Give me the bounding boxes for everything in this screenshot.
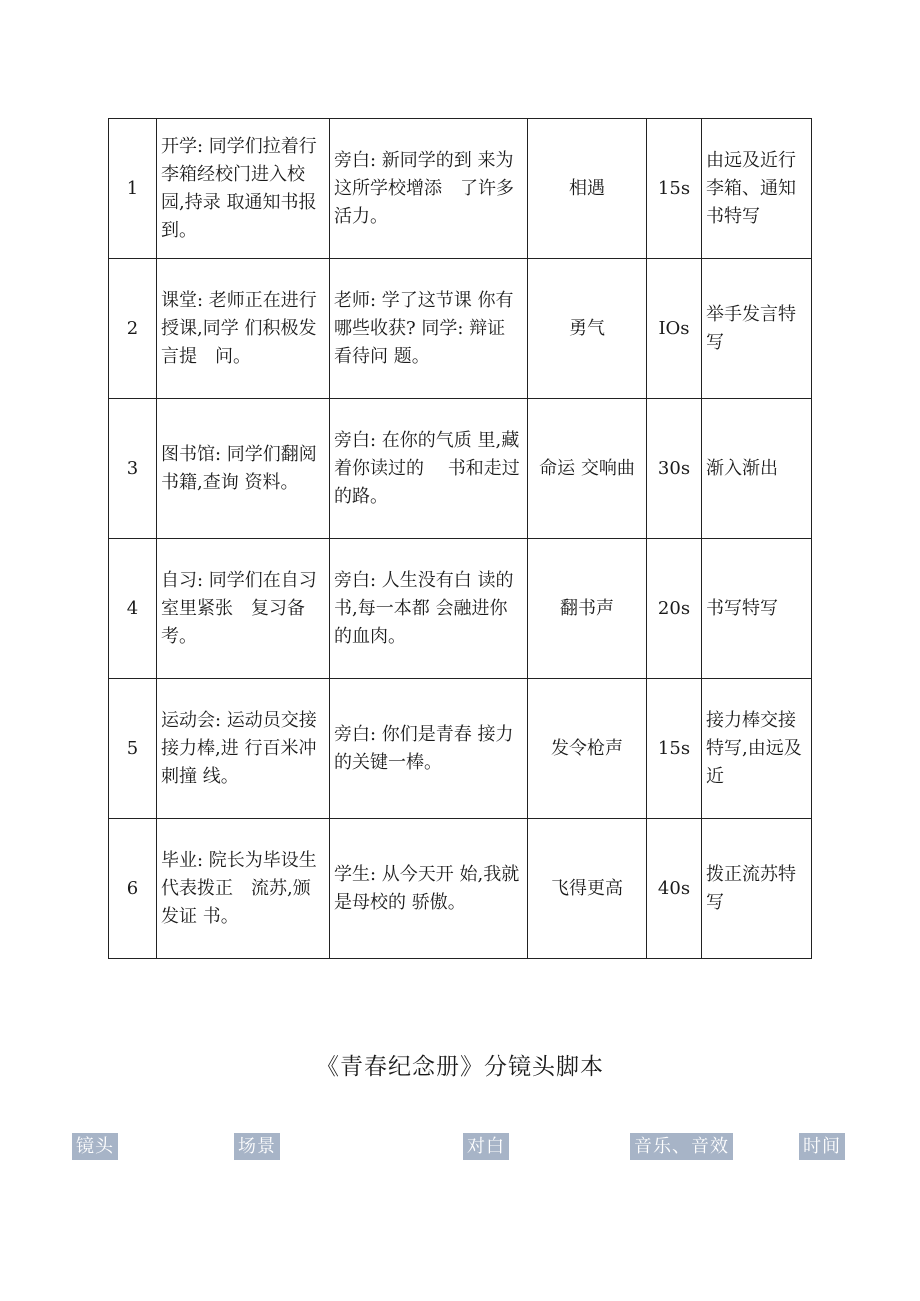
table-row <box>109 679 812 819</box>
shot-type-cell: 举手发言特写 <box>702 259 812 399</box>
header-dialogue: 对白 <box>463 1133 509 1160</box>
table-row <box>109 399 812 539</box>
music-cell: 发令枪声 <box>528 679 647 819</box>
shot-type-cell: 拨正流苏特 写 <box>702 819 812 959</box>
duration-cell: 30s <box>647 399 702 539</box>
table-row <box>109 539 812 679</box>
scene-cell: 课堂: 老师正在进行授课,同学 们积极发言提 问。 <box>157 259 330 399</box>
dialogue-cell: 旁白: 人生没有白 读的书,每一本都 会融进你的血肉。 <box>330 539 528 679</box>
shot-number: 6 <box>109 819 157 959</box>
duration-cell: 40s <box>647 819 702 959</box>
music-cell: 飞得更高 <box>528 819 647 959</box>
shot-number: 3 <box>109 399 157 539</box>
header-scene: 场景 <box>234 1133 280 1160</box>
header-time: 时间 <box>799 1133 845 1160</box>
header-music: 音乐、音效 <box>630 1133 733 1160</box>
music-cell: 翻书声 <box>528 539 647 679</box>
duration-cell: IOs <box>647 259 702 399</box>
duration-cell: 20s <box>647 539 702 679</box>
dialogue-cell: 旁白: 在你的气质 里,藏着你读过的 书和走过的路。 <box>330 399 528 539</box>
shot-number: 5 <box>109 679 157 819</box>
scene-cell: 毕业: 院长为毕设生代表拨正 流苏,颁发证 书。 <box>157 819 330 959</box>
music-cell: 命运 交响曲 <box>528 399 647 539</box>
duration-cell: 15s <box>647 119 702 259</box>
shot-type-cell: 渐入渐出 <box>702 399 812 539</box>
document-title: 《青春纪念册》分镜头脚本 <box>316 1054 604 1080</box>
shot-number: 4 <box>109 539 157 679</box>
music-cell: 相遇 <box>528 119 647 259</box>
scene-cell: 开学: 同学们拉着行李箱经校门进入校园,持录 取通知书报到。 <box>157 119 330 259</box>
dialogue-cell: 学生: 从今天开 始,我就是母校的 骄傲。 <box>330 819 528 959</box>
shot-type-cell: 接力棒交接特写,由远及近 <box>702 679 812 819</box>
scene-cell: 自习: 同学们在自习室里紧张 复习备考。 <box>157 539 330 679</box>
music-cell: 勇气 <box>528 259 647 399</box>
shot-type-cell: 由远及近行李箱、通知书特写 <box>702 119 812 259</box>
table-row <box>109 119 812 259</box>
table-row <box>109 259 812 399</box>
shot-number: 1 <box>109 119 157 259</box>
dialogue-cell: 旁白: 新同学的到 来为这所学校增添 了许多活力。 <box>330 119 528 259</box>
storyboard-table <box>108 118 812 959</box>
header-shot: 镜头 <box>72 1133 118 1160</box>
shot-type-cell: 书写特写 <box>702 539 812 679</box>
dialogue-cell: 旁白: 你们是青春 接力的关键一棒。 <box>330 679 528 819</box>
duration-cell: 15s <box>647 679 702 819</box>
scene-cell: 运动会: 运动员交接接力棒,进 行百米冲刺撞 线。 <box>157 679 330 819</box>
scene-cell: 图书馆: 同学们翻阅书籍,查询 资料。 <box>157 399 330 539</box>
table-row <box>109 819 812 959</box>
dialogue-cell: 老师: 学了这节课 你有哪些收获? 同学: 辩证看待问 题。 <box>330 259 528 399</box>
shot-number: 2 <box>109 259 157 399</box>
